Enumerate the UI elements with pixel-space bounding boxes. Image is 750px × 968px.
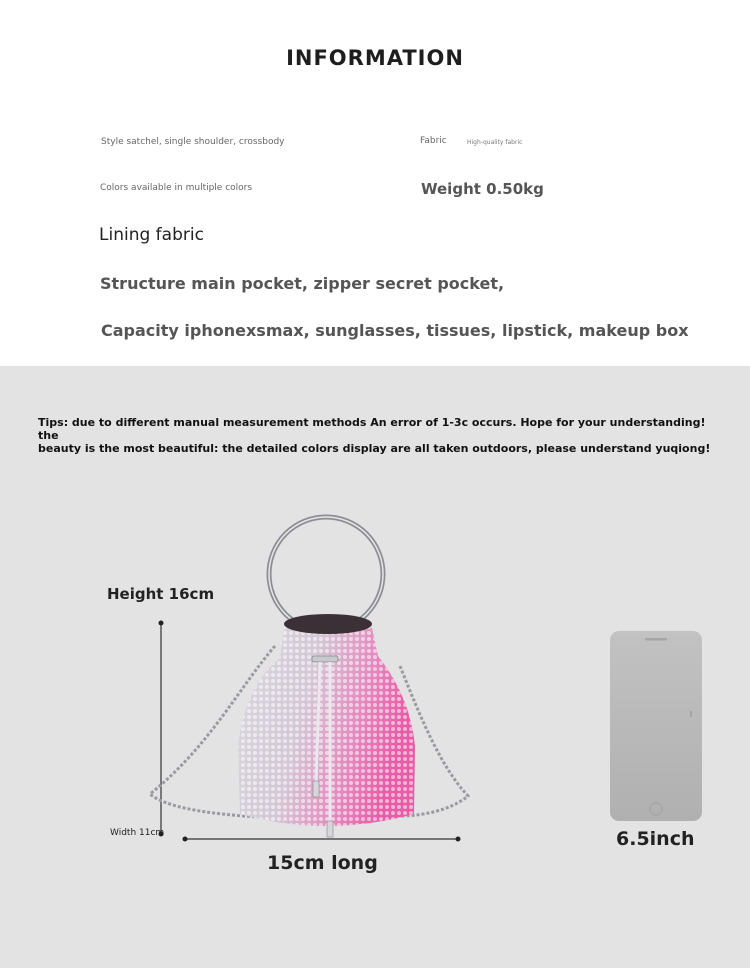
information-section	[0, 0, 750, 366]
spec-colors: Colors available in multiple colors	[100, 183, 253, 193]
spec-fabric-label: Fabric	[420, 136, 447, 146]
length-dimension-line	[183, 837, 461, 842]
spec-style: Style satchel, single shoulder, crossbody	[101, 137, 285, 147]
spec-structure: Structure main pocket, zipper secret pocket,	[100, 274, 505, 293]
spec-capacity: Capacity iphonexsmax, sunglasses, tissues, lipstick, makeup box	[101, 321, 689, 340]
phone-image	[610, 631, 702, 821]
spec-fabric-value: High-quality fabric	[467, 139, 523, 146]
length-label: 15cm long	[267, 852, 378, 874]
size-illustration	[0, 366, 750, 968]
size-section	[0, 366, 750, 968]
spec-weight: Weight 0.50kg	[421, 180, 544, 198]
tips-line-2: beauty is the most beautiful: the detailed colors display are all taken outdoors, please understand yuqiong!	[38, 442, 711, 455]
tips-line-1: Tips: due to different manual measurement methods An error of 1-3c occurs. Hope for your understanding! the	[38, 416, 706, 442]
width-label: Width 11cm	[110, 828, 165, 838]
height-dimension-line	[159, 621, 164, 837]
height-label: Height 16cm	[107, 585, 215, 603]
page-title: INFORMATION	[286, 46, 464, 70]
spec-lining: Lining fabric	[99, 225, 204, 245]
phone-size-label: 6.5inch	[616, 828, 695, 850]
bag-image	[150, 517, 468, 837]
